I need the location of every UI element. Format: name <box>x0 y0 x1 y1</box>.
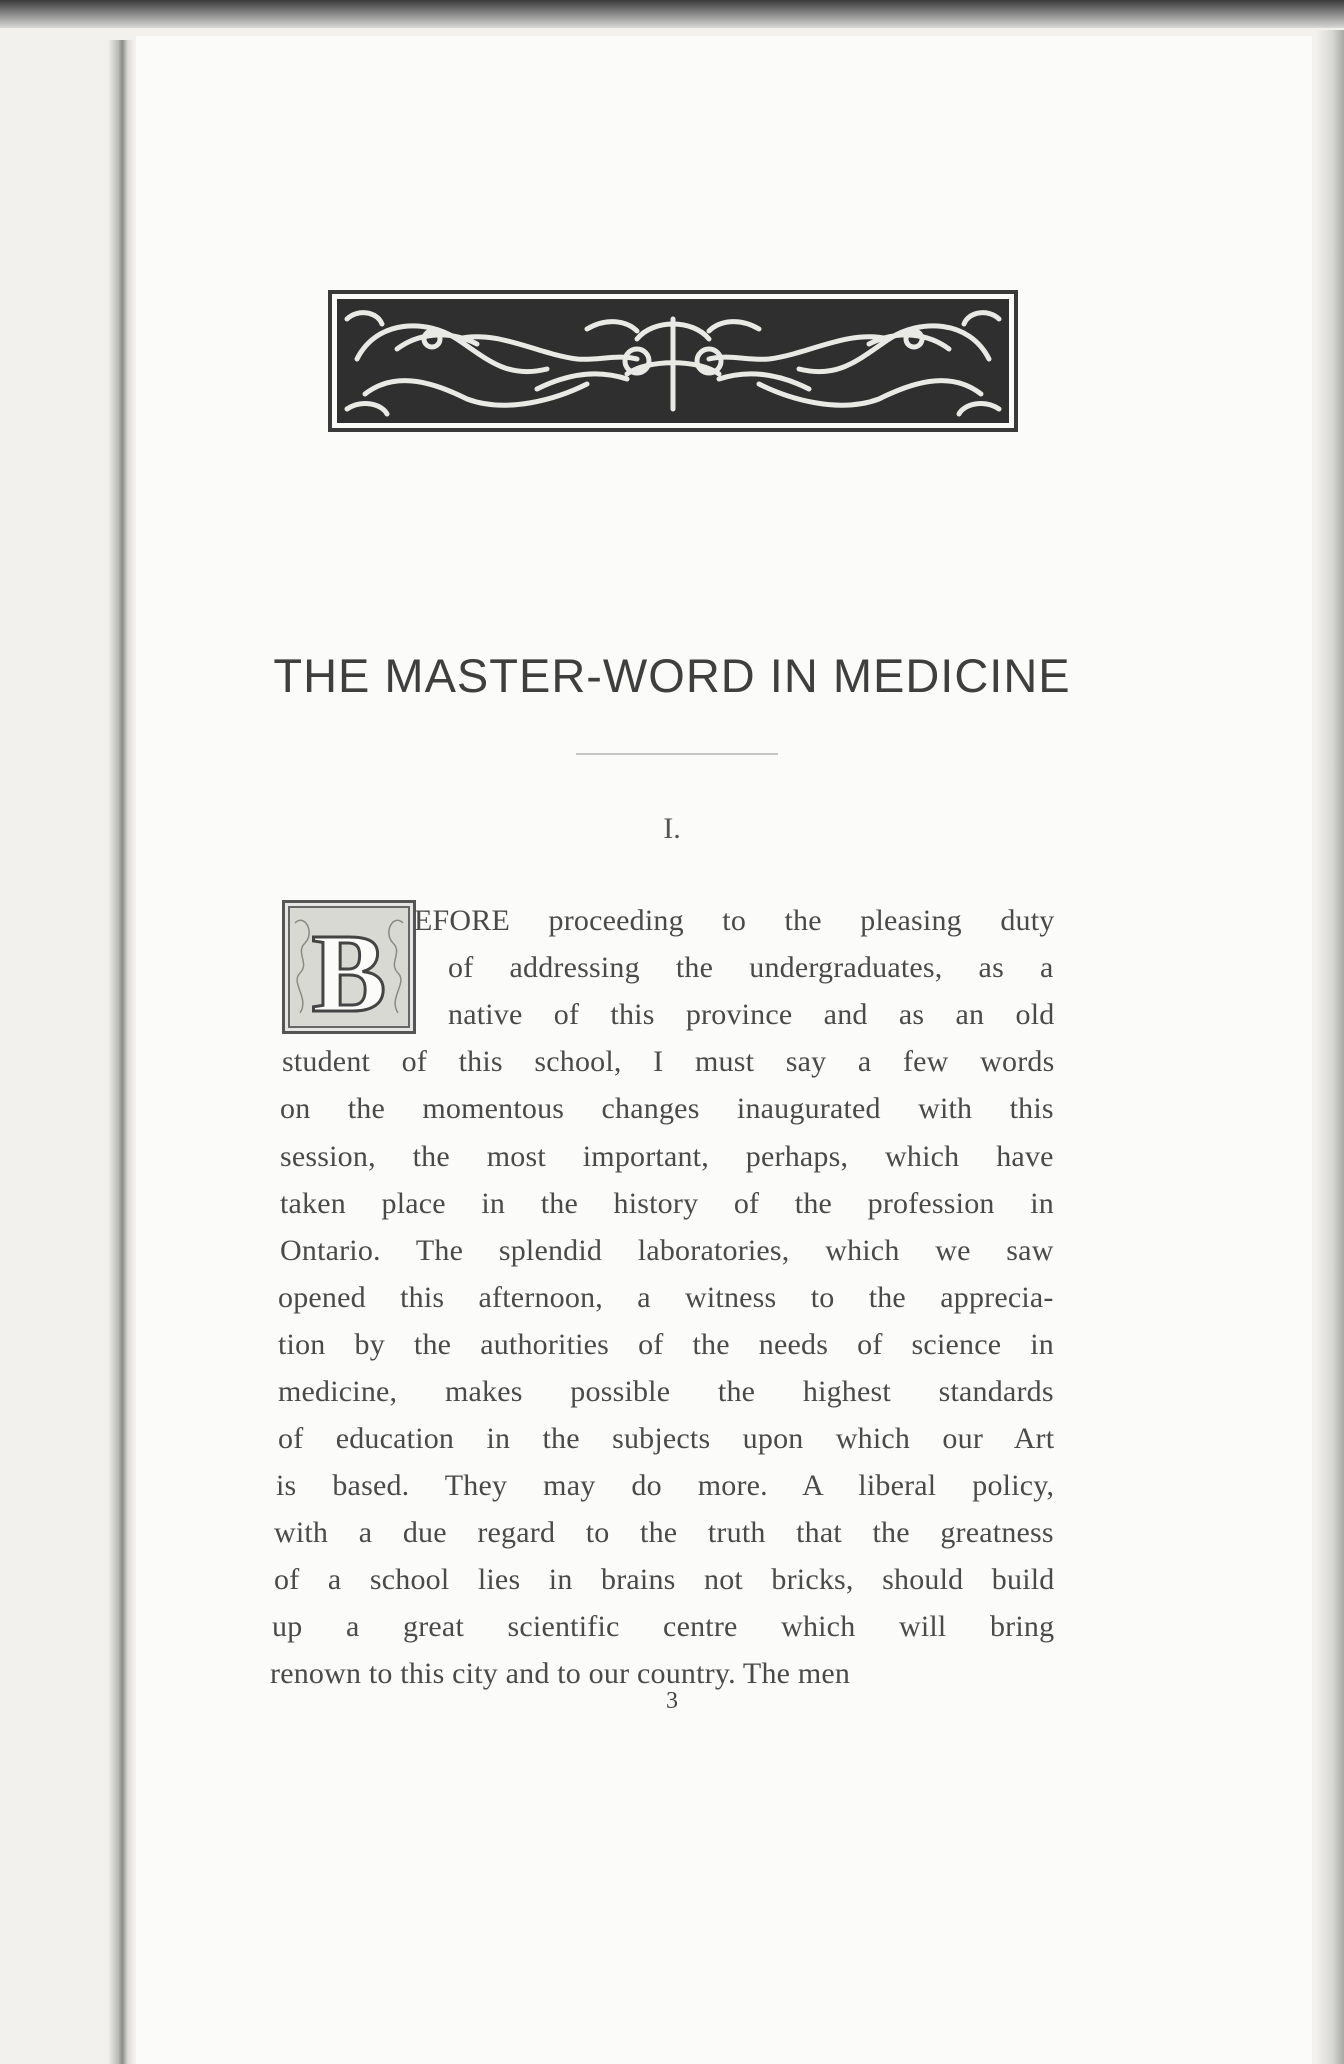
text-line: tion by the authorities of the needs of science in <box>278 1328 1054 1361</box>
text-line: with a due regard to the truth that the greatness <box>274 1516 1054 1549</box>
ornamental-initial-icon <box>285 903 413 1031</box>
text-line: of addressing the undergraduates, as a <box>448 951 1054 984</box>
page-title: THE MASTER-WORD IN MEDICINE <box>273 649 1071 702</box>
text-line: of education in the subjects upon which our Art <box>278 1422 1055 1455</box>
text-line: is based. They may do more. A liberal policy, <box>276 1469 1055 1502</box>
text-line: session, the most important, perhaps, which have <box>280 1140 1054 1173</box>
text-line: up a great scientific centre which will bring <box>272 1610 1055 1643</box>
text-line: opened this afternoon, a witness to the apprecia- <box>278 1281 1054 1314</box>
dolphin-ornament-icon <box>337 299 1009 423</box>
text-line: native of this province and as an old <box>448 998 1055 1031</box>
page-right-edge <box>1316 30 1344 2064</box>
text-line: medicine, makes possible the highest standards <box>278 1375 1054 1408</box>
text-line: renown to this city and to our country. The men <box>270 1657 851 1690</box>
page-top-edge <box>0 0 1344 28</box>
binding-gutter <box>108 40 134 2064</box>
ornamental-headpiece <box>328 290 1018 432</box>
text-line: EFORE proceeding to the pleasing duty <box>414 904 1055 937</box>
text-line: on the momentous changes inaugurated with this <box>280 1092 1054 1125</box>
text-line: of a school lies in brains not bricks, should build <box>274 1563 1055 1596</box>
drop-cap-letter: B <box>311 912 387 1031</box>
section-number: I. <box>663 812 681 845</box>
page-number: 3 <box>666 1688 678 1714</box>
title-divider <box>576 753 778 755</box>
text-line: Ontario. The splendid laboratories, which we saw <box>280 1234 1054 1267</box>
text-line: student of this school, I must say a few words <box>282 1045 1055 1078</box>
text-line: taken place in the history of the profession in <box>280 1187 1054 1220</box>
drop-cap <box>282 900 416 1034</box>
